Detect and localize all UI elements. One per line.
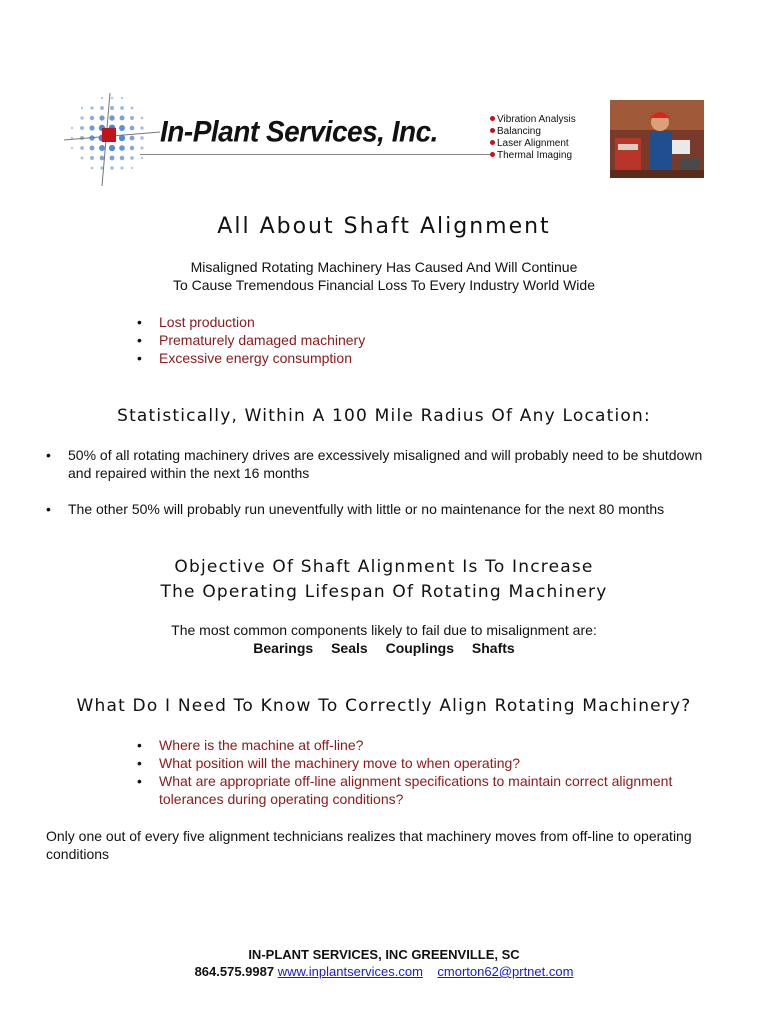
objective-line-1: Objective Of Shaft Alignment Is To Increase [174, 557, 594, 577]
list-item: • The other 50% will probably run uneventfully with little or no maintenance for the next 80 months [46, 500, 736, 518]
service-item: Thermal Imaging [490, 150, 576, 162]
technician-photo [610, 100, 704, 178]
losses-list [137, 313, 365, 367]
stats-list [46, 446, 706, 482]
service-item: Vibration Analysis [490, 114, 576, 126]
list-item: • Lost production [137, 313, 365, 331]
question-list [137, 736, 727, 808]
component-seals: Seals [331, 640, 368, 656]
footer-contact [0, 963, 768, 981]
components-lead: The most common components likely to fail due to misalignment are: [171, 622, 597, 638]
services-list [490, 114, 576, 162]
email-link[interactable]: cmorton62@prtnet.com [437, 964, 574, 979]
website-link[interactable]: www.inplantservices.com [277, 964, 423, 979]
component-bearings: Bearings [253, 640, 314, 656]
component-shafts: Shafts [471, 640, 515, 656]
page-title: All About Shaft Alignment [217, 214, 551, 239]
company-logo-globe [62, 88, 162, 188]
stats-list-2 [46, 500, 736, 518]
component-couplings: Couplings [385, 640, 455, 656]
question-heading: What Do I Need To Know To Correctly Align Rotating Machinery? [76, 696, 692, 716]
list-item: • 50% of all rotating machinery drives are excessively misaligned and will probably need to be shutdown and repaired within the next 16 months [46, 446, 706, 482]
list-item: • What are appropriate off-line alignment specifications to maintain correct alignment tolerances during operating conditions? [137, 772, 727, 808]
components-row [0, 639, 768, 657]
objective-line-2: The Operating Lifespan Of Rotating Machinery [160, 582, 608, 602]
intro-line-1: Misaligned Rotating Machinery Has Caused And Will Continue [190, 259, 578, 275]
company-name: In-Plant Services, Inc. [160, 115, 438, 148]
service-item: Laser Alignment [490, 138, 576, 150]
list-item: • Where is the machine at off-line? [137, 736, 727, 754]
list-item: • Prematurely damaged machinery [137, 331, 365, 349]
header-divider [140, 154, 490, 155]
intro-line-2: To Cause Tremendous Financial Loss To Every Industry World Wide [172, 277, 595, 293]
closing-note: Only one out of every five alignment technicians realizes that machinery moves from off-line to operating conditions [46, 828, 692, 862]
list-item: • What position will the machinery move to when operating? [137, 754, 727, 772]
footer-phone: 864.575.9987 [194, 964, 275, 979]
service-item: Balancing [490, 126, 576, 138]
stats-heading: Statistically, Within A 100 Mile Radius Of Any Location: [117, 406, 651, 426]
footer-company: IN-PLANT SERVICES, INC GREENVILLE, SC [248, 947, 520, 962]
list-item: • Excessive energy consumption [137, 349, 365, 367]
